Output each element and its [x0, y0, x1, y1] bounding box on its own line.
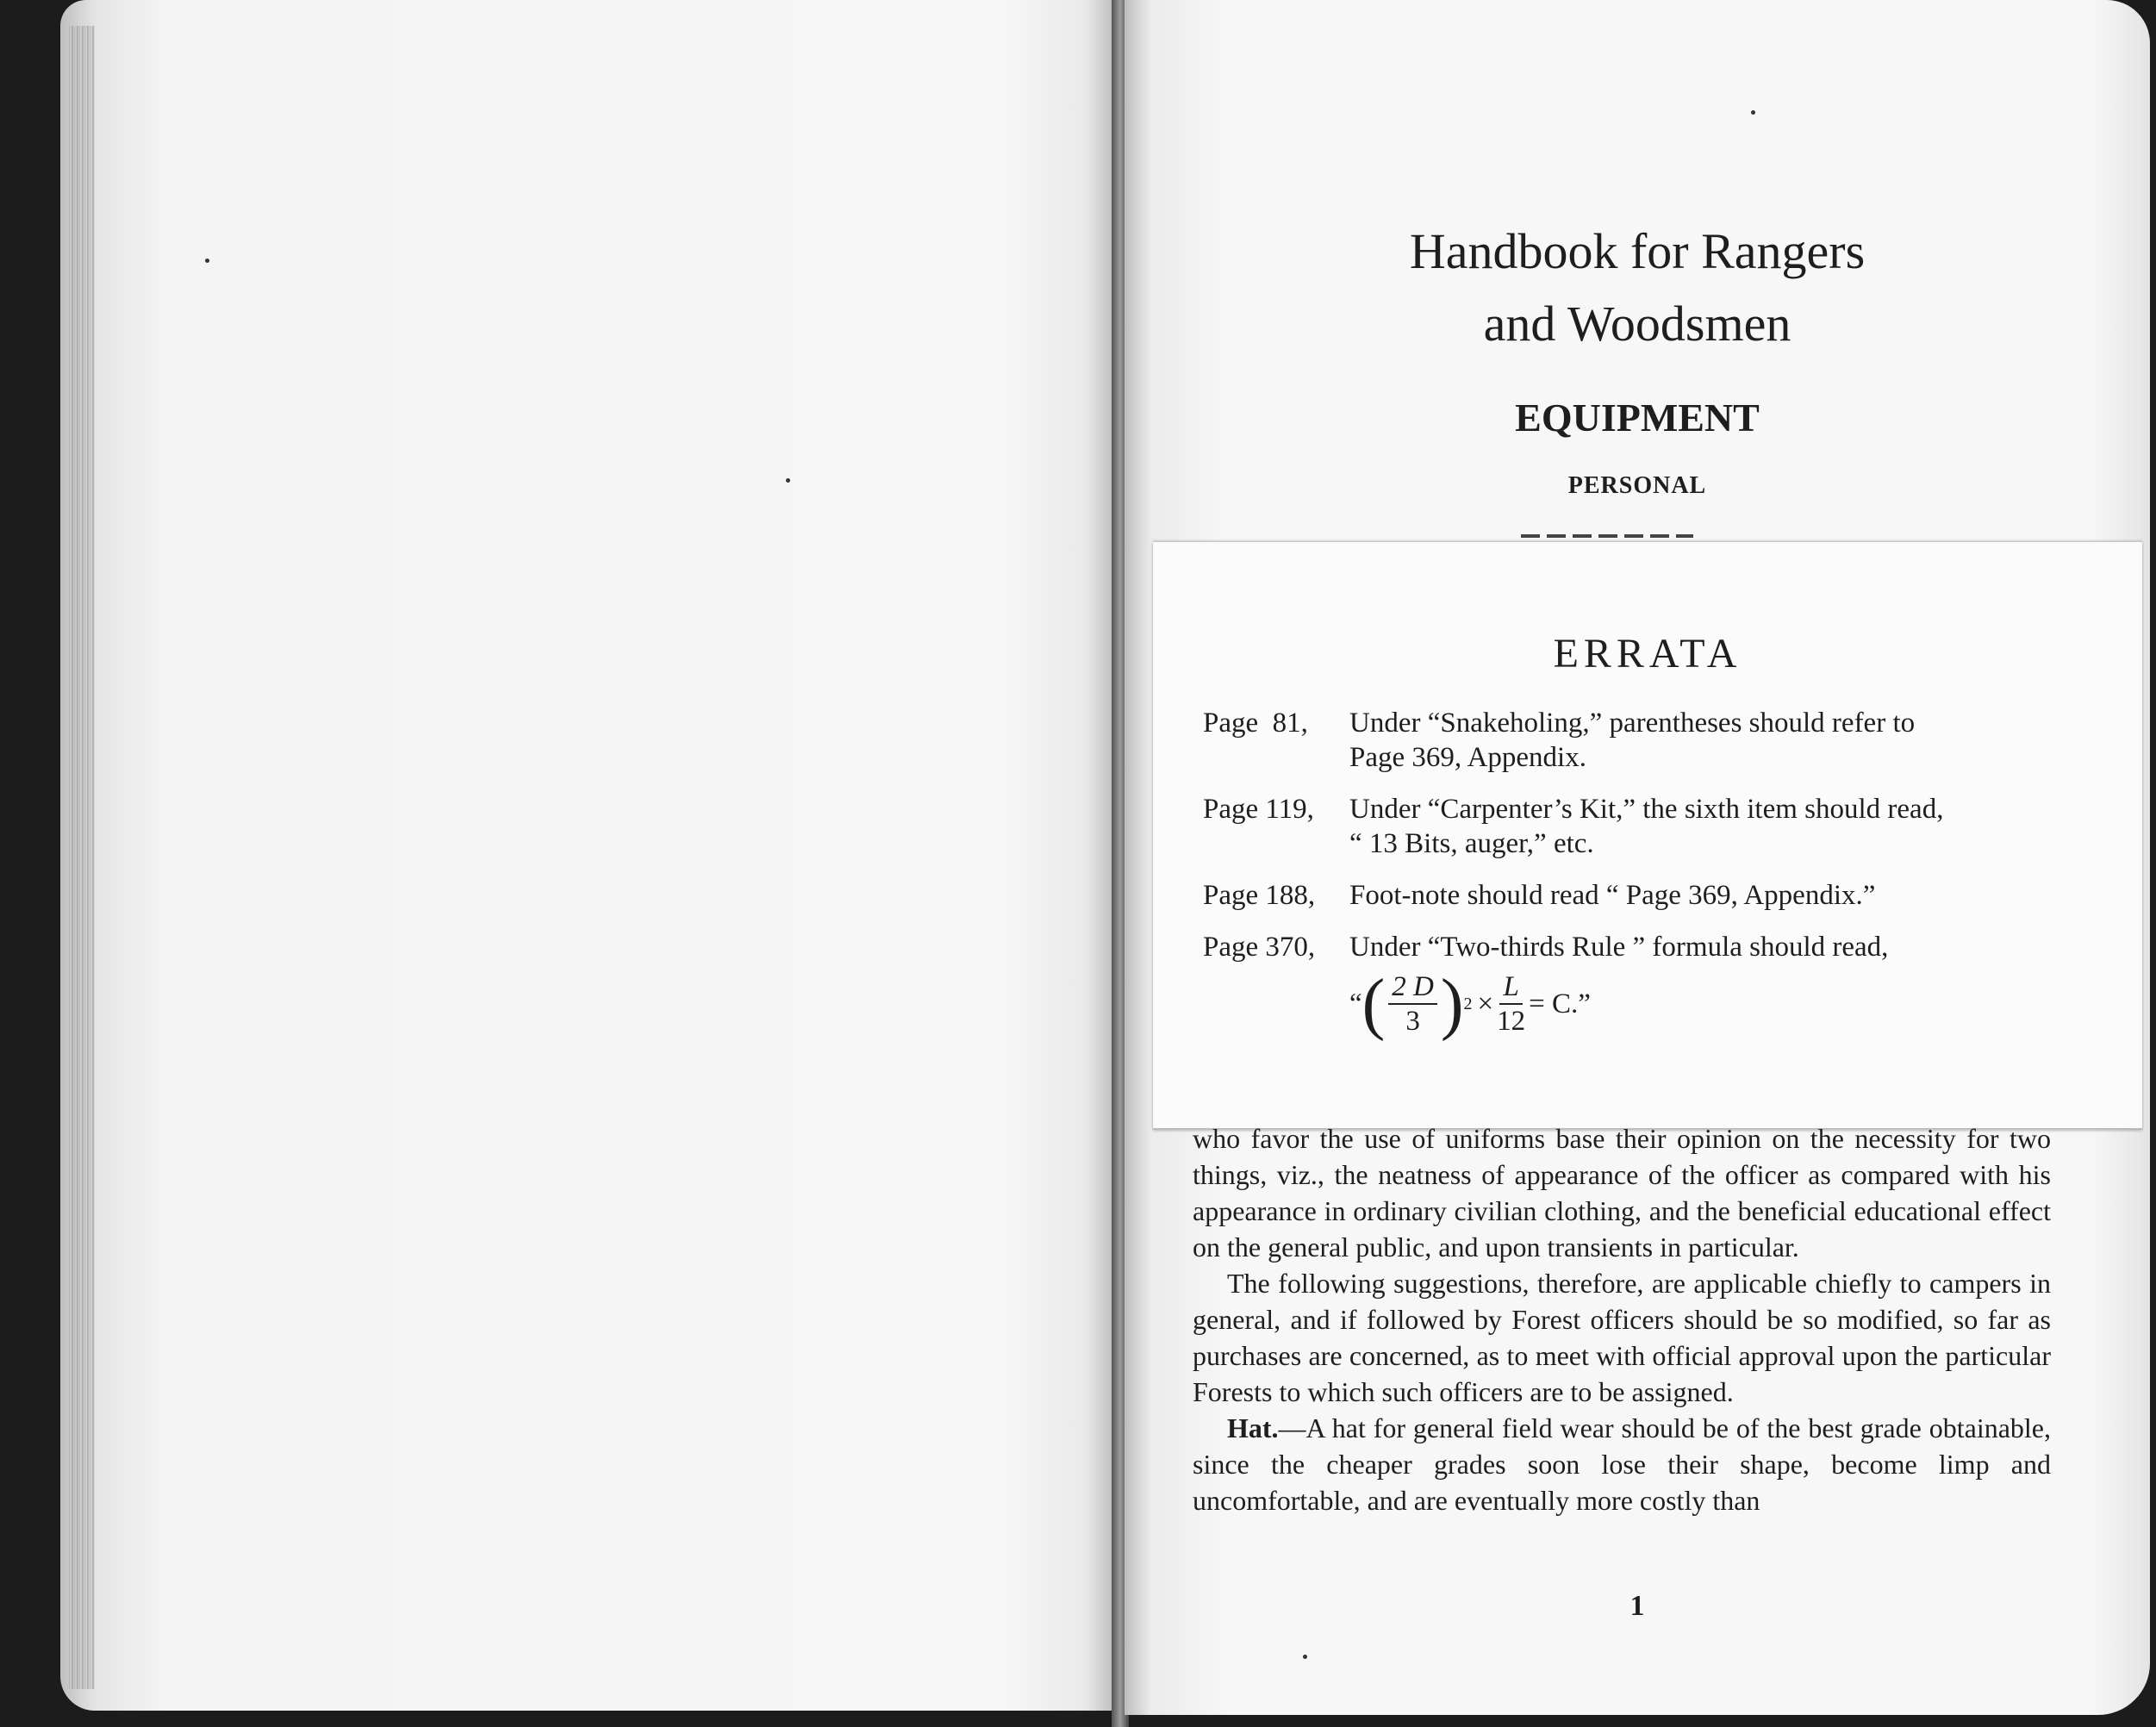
- page-number: 1: [1629, 1590, 1645, 1622]
- errata-text-line: Under “Carpenter’s Kit,” the sixth item should read,: [1349, 794, 1944, 825]
- book-title-line-1: Handbook for Rangers: [1409, 223, 1866, 279]
- body-paragraph: who favor the use of uniforms base their opinion on the necessity for two things, viz., the neatness of appearance of the officer as compared with his appearance in ordinary civilian clothing, and the beneficial educational effect on the general public, and upon transients in particular.: [1193, 1123, 2051, 1263]
- errata-entry: [1203, 878, 2108, 913]
- section-heading: EQUIPMENT: [1515, 396, 1760, 440]
- hat-paragraph-text: —A hat for general field wear should be of the best grade obtainable, since the cheaper grades soon lose their shape, become limp and uncomfortable, and are eventually more costly than: [1193, 1412, 2051, 1516]
- errata-page-ref: Page 81,: [1203, 708, 1308, 739]
- formula-denominator: 3: [1405, 1006, 1420, 1037]
- body-paragraph: The following suggestions, therefore, are applicable chiefly to campers in general, and if followed by Forest officers should be so modified, so far as purchases are concerned, as to meet with official approval upon the particular Forests to which such officers are to be assigned.: [1193, 1268, 2051, 1407]
- formula-left-paren: (: [1362, 966, 1386, 1042]
- book-title-line-2: and Woodsmen: [1483, 296, 1791, 352]
- body-text: [1193, 1120, 2051, 1518]
- paper-speck: [786, 478, 790, 483]
- errata-text: [1349, 878, 2108, 913]
- errata-text-line: Under “Snakeholing,” parentheses should refer to: [1349, 708, 1916, 739]
- formula-fraction-2d-over-3: [1388, 970, 1437, 1038]
- formula-right-paren: ): [1440, 966, 1464, 1042]
- errata-entry: [1203, 792, 2108, 861]
- formula-numerator: L: [1499, 970, 1522, 1005]
- formula-open-quote: “: [1349, 988, 1362, 1019]
- errata-text-line: Foot-note should read “ Page 369, Appendix.”: [1349, 880, 1876, 911]
- body-paragraph-hat: [1193, 1410, 2051, 1518]
- run-in-heading: Hat.: [1227, 1412, 1279, 1443]
- formula-fraction-l-over-12: [1497, 970, 1525, 1038]
- errata-page-ref: Page 370,: [1203, 932, 1316, 963]
- errata-text: [1349, 706, 2108, 775]
- subsection-heading: PERSONAL: [1567, 472, 1707, 499]
- errata-text-line: “ 13 Bits, auger,” etc.: [1349, 828, 1594, 859]
- formula-denominator: 12: [1497, 1006, 1526, 1037]
- errata-text: [1349, 930, 2108, 1042]
- formula-result: = C.”: [1529, 988, 1591, 1019]
- formula-exponent: 2: [1463, 994, 1473, 1013]
- obscured-heading-fragment: [1521, 534, 1693, 538]
- paper-speck: [205, 259, 209, 263]
- formula-times-sign: ×: [1477, 988, 1494, 1019]
- errata-entry: [1203, 930, 2108, 1042]
- errata-title: ERRATA: [1553, 631, 1742, 676]
- errata-text: [1349, 792, 2108, 861]
- errata-text-line: Under “Two-thirds Rule ” formula should read,: [1349, 932, 1889, 963]
- left-page-blank: [60, 0, 1116, 1711]
- paper-speck: [1751, 110, 1755, 115]
- errata-entry: [1203, 706, 2108, 775]
- paper-speck: [1303, 1655, 1307, 1659]
- formula-numerator: 2 D: [1388, 970, 1437, 1005]
- errata-list: [1203, 706, 2108, 1056]
- errata-page-ref: Page 188,: [1203, 880, 1316, 911]
- two-thirds-rule-formula: [1349, 966, 1591, 1042]
- errata-text-line: Page 369, Appendix.: [1349, 742, 1586, 773]
- errata-slip: [1153, 541, 2142, 1129]
- page-edges: [69, 26, 95, 1689]
- errata-page-ref: Page 119,: [1203, 794, 1314, 825]
- book-title: [1125, 215, 2150, 360]
